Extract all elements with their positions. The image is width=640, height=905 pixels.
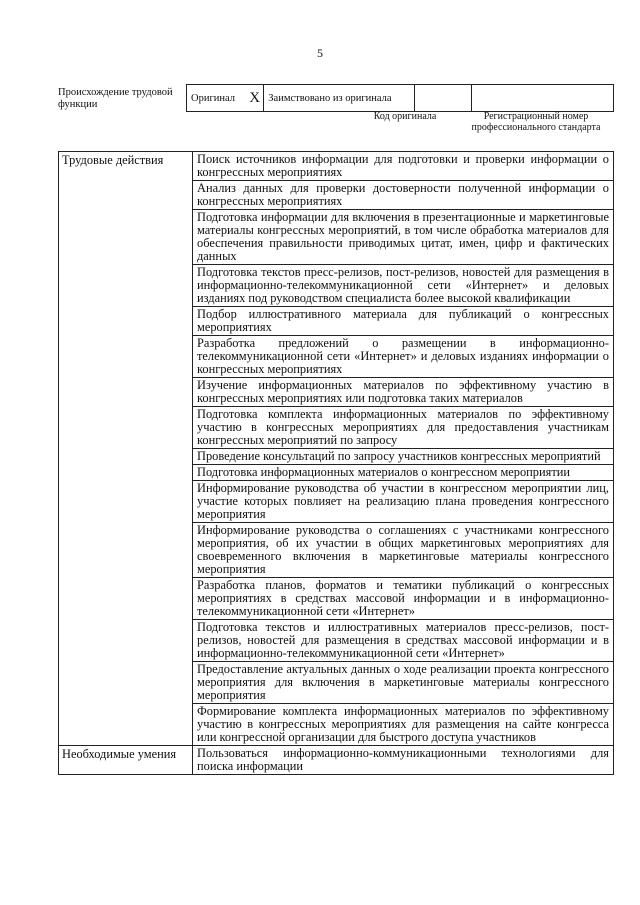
action-item: Подготовка текстов пресс-релизов, пост-релизов, новостей для размещения в информационно-телекоммуникационной сети «Интернет» и деловых изданиях под руководством специалиста более высокой квалификации — [193, 265, 614, 307]
original-mark: X — [246, 85, 264, 112]
action-item: Подготовка информации для включения в презентационные и маркетинговые материалы конгрессных мероприятий, в том числе обработка материалов для обеспечения правильности приводимых цитат, имен, цифр и фактических данных — [193, 210, 614, 265]
original-cell: Оригинал — [187, 85, 247, 112]
action-item: Разработка предложений о размещении в информационно-телекоммуникационной сети «Интернет» и деловых изданиях информации о конгрессных мероприятиях — [193, 336, 614, 378]
reg-number-cell — [471, 85, 613, 112]
origin-table — [186, 84, 614, 112]
section-label: Необходимые умения — [59, 746, 193, 775]
action-item: Информирование руководства об участии в конгрессном мероприятии лиц, участие которых повлияет на реализацию плана проведения конгрессного мероприятия — [193, 481, 614, 523]
action-item: Изучение информационных материалов по эффективному участию в конгрессных мероприятиях или подготовка таких материалов — [193, 378, 614, 407]
borrowed-cell: Заимствовано из оригинала — [264, 85, 415, 112]
action-item: Подготовка комплекта информационных материалов по эффективному участию в конгрессных мероприятиях для предоставления участникам конгрессных мероприятий по запросу — [193, 407, 614, 449]
origin-label: Происхождение трудовой функции — [58, 87, 173, 110]
code-cell — [415, 85, 472, 112]
action-item: Проведение консультаций по запросу участников конгрессных мероприятий — [193, 449, 614, 465]
action-item: Подбор иллюстративного материала для публикаций о конгрессных мероприятиях — [193, 307, 614, 336]
action-item: Поиск источников информации для подготовки и проверки информации о конгрессных мероприятиях — [193, 152, 614, 181]
origin-block — [58, 84, 614, 114]
section-label: Трудовые действия — [59, 152, 193, 746]
action-item: Разработка планов, форматов и тематики публикаций о конгрессных мероприятиях в средствах массовой информации и в информационно-телекоммуникационной сети «Интернет» — [193, 578, 614, 620]
action-item: Пользоваться информационно-коммуникационными технологиями для поиска информации — [193, 746, 614, 775]
table-row — [59, 746, 614, 775]
page-number: 5 — [317, 46, 323, 60]
action-item: Подготовка информационных материалов о конгрессном мероприятии — [193, 465, 614, 481]
table-row — [59, 152, 614, 181]
action-item: Предоставление актуальных данных о ходе реализации проекта конгрессного мероприятия для включения в маркетинговые материалы конгрессного мероприятия — [193, 662, 614, 704]
action-item: Анализ данных для проверки достоверности полученной информации о конгрессных мероприятиях — [193, 181, 614, 210]
code-caption: Код оригинала — [373, 111, 437, 122]
reg-caption: Регистрационный номер профессионального стандарта — [471, 111, 601, 133]
action-item: Формирование комплекта информационных материалов по эффективному участию в конгрессных мероприятиях для размещения на сайте конгресса или конгрессной организации для быстрого доступа участников — [193, 704, 614, 746]
action-item: Информирование руководства о соглашениях с участниками конгрессного мероприятия, об их участии в общих маркетинговых мероприятиях для своевременного включения в маркетинговые материалы конгрессного мероприятия — [193, 523, 614, 578]
labor-function-table — [58, 151, 614, 775]
action-item: Подготовка текстов и иллюстративных материалов пресс-релизов, пост-релизов, новостей для размещения в средствах массовой информации и в информационно-телекоммуникационной сети «Интернет» — [193, 620, 614, 662]
